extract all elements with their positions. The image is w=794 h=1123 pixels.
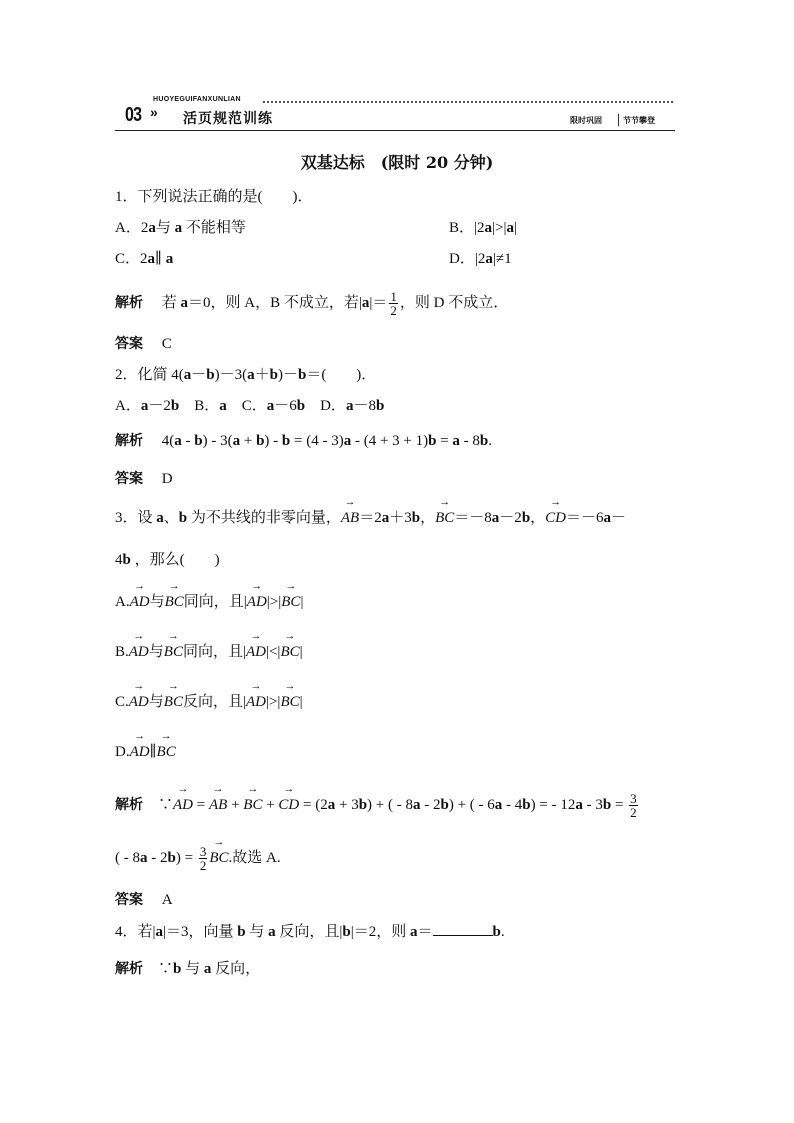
q2-stem: 2．化简 4(a－b)－3(a＋b)－b＝( )． (115, 367, 377, 383)
header-arrows: » (150, 104, 158, 120)
q4-stem: 4．若|a|＝3，向量 b 与 a 反向，且|b|＝2，则 a＝ b. (115, 921, 505, 942)
q1-answer: 答案 C (115, 336, 172, 352)
header-right-2: 节节攀登 (623, 116, 655, 125)
q1-option-b: B．|2a|>|a| (449, 220, 518, 236)
answer-blank (433, 921, 493, 936)
section-title: 双基达标 (限时 20 分钟) (300, 153, 494, 172)
q3-analysis-1: 解析 ∵→ AD = → AB + → BC + → CD = (2a + 3b) + ( - 8a - 2b) + ( - 6a - 4b) = - 12a - 3b = $\frac{3}{2}$ (115, 792, 640, 819)
q3-option-b: B.→ AD与→ BC同向，且|→ AD|<|→ BC| (115, 642, 303, 662)
q3-stem-2: 4b ，那么( ) (115, 552, 220, 568)
q1-option-d: D．|2a|≠1 (449, 251, 512, 267)
q1-stem: 1．下列说法正确的是( )． (115, 189, 313, 205)
q1-option-a: A．2a与 a 不能相等 (115, 220, 246, 236)
q2-analysis: 解析 4(a - b) - 3(a + b) - b = (4 - 3)a - (4 + 3 + 1)b = a - 8b. (115, 433, 493, 449)
q3-answer: 答案 A (115, 892, 173, 908)
header-right-sep (618, 114, 619, 126)
q3-stem-1: 3．设 a、b 为不共线的非零向量，→ AB＝2a＋3b，→ BC＝－8a－2b，→ CD＝－6a－ (115, 508, 626, 528)
header-dotted-line (263, 101, 673, 103)
q3-option-d: D.→ AD∥→ BC (115, 742, 176, 762)
header-pinyin: HUOYEGUIFANXUNLIAN (153, 96, 241, 103)
header-rule (115, 130, 675, 131)
header (115, 96, 675, 132)
q1-option-c: C．2a∥ a (115, 251, 174, 267)
header-number: 03 (125, 104, 142, 126)
q4-analysis: 解析 ∵b 与 a 反向， (115, 961, 261, 977)
q2-options: A．a－2b B．a C．a－6b D．a－8b (115, 398, 385, 414)
q2-answer: 答案 D (115, 471, 173, 487)
q3-analysis-2: ( - 8a - 2b) = $\frac{3}{2}$ → BC.故选 A. (115, 845, 281, 872)
q3-option-a: A.→ AD与→ BC同向，且|→ AD|>|→ BC| (115, 592, 303, 612)
q1-analysis: 解析 若 a＝0，则 A，B 不成立，若|a|＝ $\frac{1}{2}$ ，则 D 不成立． (115, 289, 509, 318)
header-right-1: 限时巩固 (570, 116, 602, 125)
header-title: 活页规范训练 (183, 111, 273, 127)
q3-option-c: C.→ AD与→ BC反向，且|→ AD|>|→ BC| (115, 692, 303, 712)
